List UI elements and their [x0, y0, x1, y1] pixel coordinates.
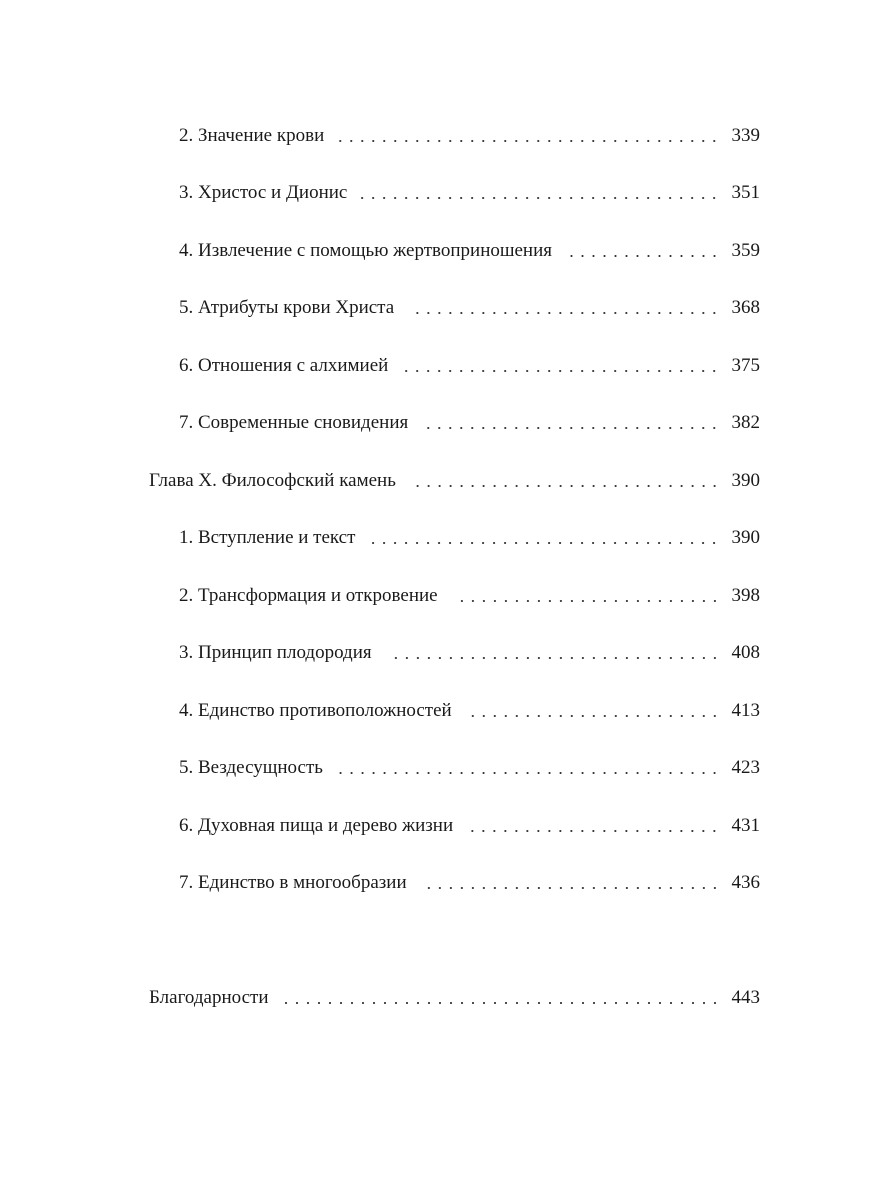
toc-entry[interactable] [179, 175, 760, 205]
toc-entry-title: 4. Извлечение с помощью жертвоприношения [179, 240, 552, 261]
dot-leader [421, 871, 720, 895]
toc-entry-title: 7. Современные сновидения [179, 412, 409, 433]
toc-entry-title: Благодарности [149, 987, 269, 1008]
toc-entry-page: 351 [731, 182, 760, 203]
toc-entry-page: 382 [731, 412, 760, 433]
dot-leader [337, 756, 720, 780]
dot-leader [410, 469, 720, 493]
toc-entry-title: 5. Вездесущность [179, 757, 323, 778]
toc-entry-page: 390 [731, 527, 760, 548]
toc-entry-title: 7. Единство в многообразии [179, 872, 407, 893]
toc-entry-title: 3. Принцип плодородия [179, 642, 372, 663]
toc-entry-title: 1. Вступление и текст [179, 527, 356, 548]
toc-chapter-entry[interactable] [149, 980, 760, 1010]
toc-entry-page: 443 [731, 987, 760, 1008]
dot-leader [386, 641, 720, 665]
toc-entry-page: 368 [731, 297, 760, 318]
dot-leader [361, 181, 720, 205]
toc-entry-page: 359 [731, 240, 760, 261]
toc-entry[interactable] [179, 233, 760, 263]
toc-entry-page: 390 [731, 470, 760, 491]
toc-entry-title: Глава X. Философский камень [149, 470, 396, 491]
toc-entry-page: 431 [731, 815, 760, 836]
toc-entry-page: 408 [731, 642, 760, 663]
dot-leader [466, 699, 720, 723]
toc-entry[interactable] [179, 693, 760, 723]
dot-leader [369, 526, 720, 550]
toc-entry-page: 436 [731, 872, 760, 893]
toc-entry[interactable] [179, 405, 760, 435]
toc-entry-page: 339 [731, 125, 760, 146]
toc-entry[interactable] [179, 118, 760, 148]
toc-entry-page: 423 [731, 757, 760, 778]
dot-leader [422, 411, 720, 435]
toc-entry-title: 2. Трансформация и откровение [179, 585, 438, 606]
toc-entry-title: 6. Духовная пища и дерево жизни [179, 815, 454, 836]
toc-chapter-entry[interactable] [149, 463, 760, 493]
toc-entry-title: 2. Значение крови [179, 125, 325, 146]
toc-entry[interactable] [179, 520, 760, 550]
toc-entry[interactable] [179, 750, 760, 780]
dot-leader [452, 584, 720, 608]
toc-entry[interactable] [179, 865, 760, 895]
dot-leader [283, 986, 721, 1010]
toc-entry-page: 413 [731, 700, 760, 721]
dot-leader [566, 239, 720, 263]
dot-leader [338, 124, 720, 148]
toc-entry-title: 3. Христос и Дионис [179, 182, 348, 203]
toc-entry[interactable] [179, 635, 760, 665]
toc-entry-page: 398 [731, 585, 760, 606]
toc-entry-title: 4. Единство противоположностей [179, 700, 452, 721]
toc-entry[interactable] [179, 348, 760, 378]
dot-leader [402, 354, 720, 378]
toc-entry-page: 375 [731, 355, 760, 376]
toc-entry[interactable] [179, 578, 760, 608]
toc-entry[interactable] [179, 808, 760, 838]
toc-entry-title: 5. Атрибуты крови Христа [179, 297, 395, 318]
dot-leader [467, 814, 720, 838]
toc-entry[interactable] [179, 290, 760, 320]
toc-entry-title: 6. Отношения с алхимией [179, 355, 389, 376]
dot-leader [408, 296, 720, 320]
